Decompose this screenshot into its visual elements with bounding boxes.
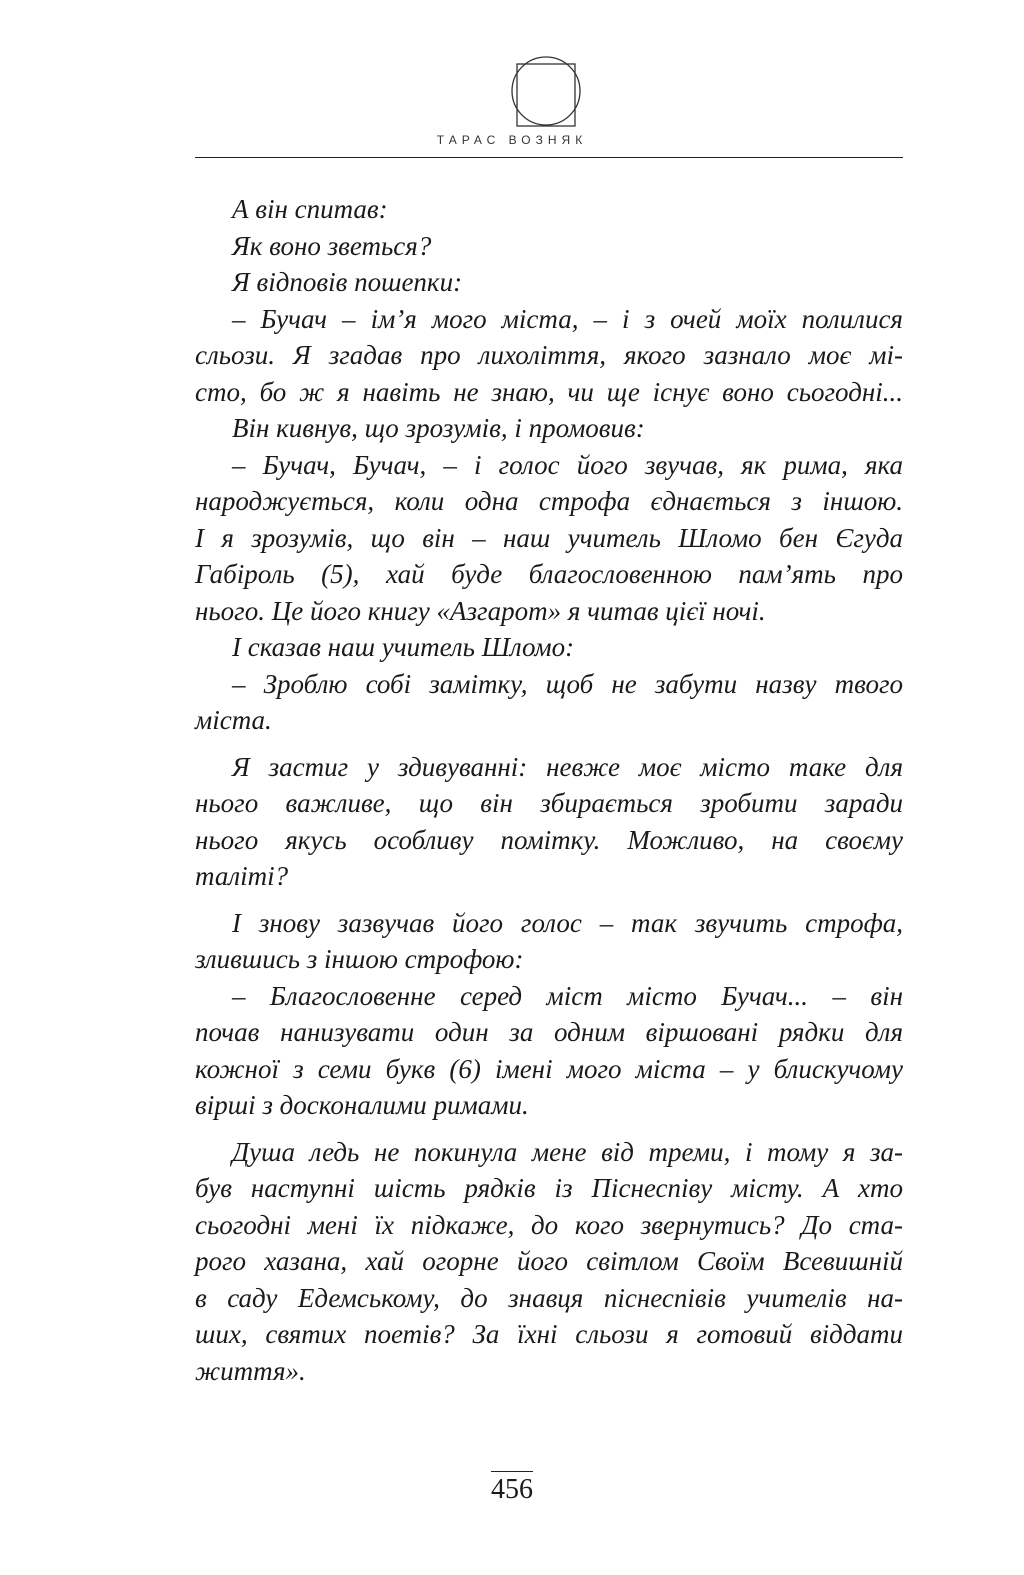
text-line: І я зрозумів, що він – наш учитель Шломо бен Єгуда — [195, 522, 903, 553]
text-line: Душа ледь не покинула мене від треми, і тому я за- — [232, 1136, 903, 1167]
page-number — [0, 1471, 1024, 1506]
text-line: нього якусь особливу помітку. Можливо, на своєму — [195, 824, 903, 855]
text-line: Він кивнув, що зрозумів, і промовив: — [232, 413, 645, 443]
text-line: був наступні шість рядків із Піснеспіву місту. А хто — [195, 1173, 903, 1203]
text-line: – Бучач – ім’я мого міста, – і з очей моїх полилися — [232, 303, 903, 334]
text-line: Габіроль (5), хай буде благословенною пам’ять про — [195, 559, 903, 589]
text-line: А він спитав: — [232, 194, 388, 224]
text-line: – Зроблю собі замітку, щоб не забути назву твого — [232, 668, 903, 699]
text-line: І сказав наш учитель Шломо: — [232, 632, 575, 662]
text-line: таліті? — [195, 861, 289, 891]
text-line: Я відповів пошепки: — [232, 267, 463, 297]
text-line: ших, святих поетів? За їхні сльози я готовий віддати — [195, 1319, 903, 1349]
text-line: Як воно зветься? — [232, 230, 432, 261]
text-line: Я застиг у здивуванні: невже моє місто таке для — [232, 751, 903, 782]
running-header-author: ТАРАС ВОЗНЯК — [436, 133, 588, 147]
text-body — [195, 191, 903, 1389]
page-number-text: 456 — [491, 1471, 533, 1506]
text-line: нього. Це його книгу «Азгарот» я читав цієї ночі. — [195, 595, 766, 626]
text-line: сьогодні мені їх підкаже, до кого звернутись? До ста- — [195, 1209, 903, 1240]
text-line: почав нанизувати один за одним віршовані рядки для — [195, 1017, 903, 1047]
text-line: І знову зазвучав його голос – так звучить строфа, — [232, 907, 903, 938]
text-line: сто, бо ж я навіть не знаю, чи ще існує воно сьогодні... — [195, 376, 903, 407]
header-rule — [195, 157, 903, 158]
text-line: – Бучач, Бучач, – і голос його звучав, як рима, яка — [232, 449, 903, 480]
text-line: сльози. Я згадав про лихоліття, якого зазнало моє мі- — [195, 340, 903, 370]
text-line: вірші з досконалими римами. — [195, 1090, 529, 1120]
text-line: життя». — [195, 1355, 306, 1386]
text-line: в саду Едемському, до знавця піснеспівів учителів на- — [195, 1282, 903, 1313]
text-line: народжується, коли одна строфа єднається з іншою. — [195, 486, 903, 516]
text-line: рого хазана, хай огорне його світлом Своїм Всевишній — [195, 1246, 903, 1276]
text-line: – Благословенне серед міст місто Бучач... – він — [232, 980, 903, 1011]
text-line: нього важливе, що він збирається зробити заради — [195, 788, 903, 818]
circle-square-emblem-icon — [510, 45, 582, 133]
text-line: злившись з іншою строфою: — [195, 944, 524, 974]
text-line: кожної з семи букв (6) імені мого міста – у блискучому — [195, 1053, 903, 1084]
text-line: міста. — [195, 705, 272, 735]
